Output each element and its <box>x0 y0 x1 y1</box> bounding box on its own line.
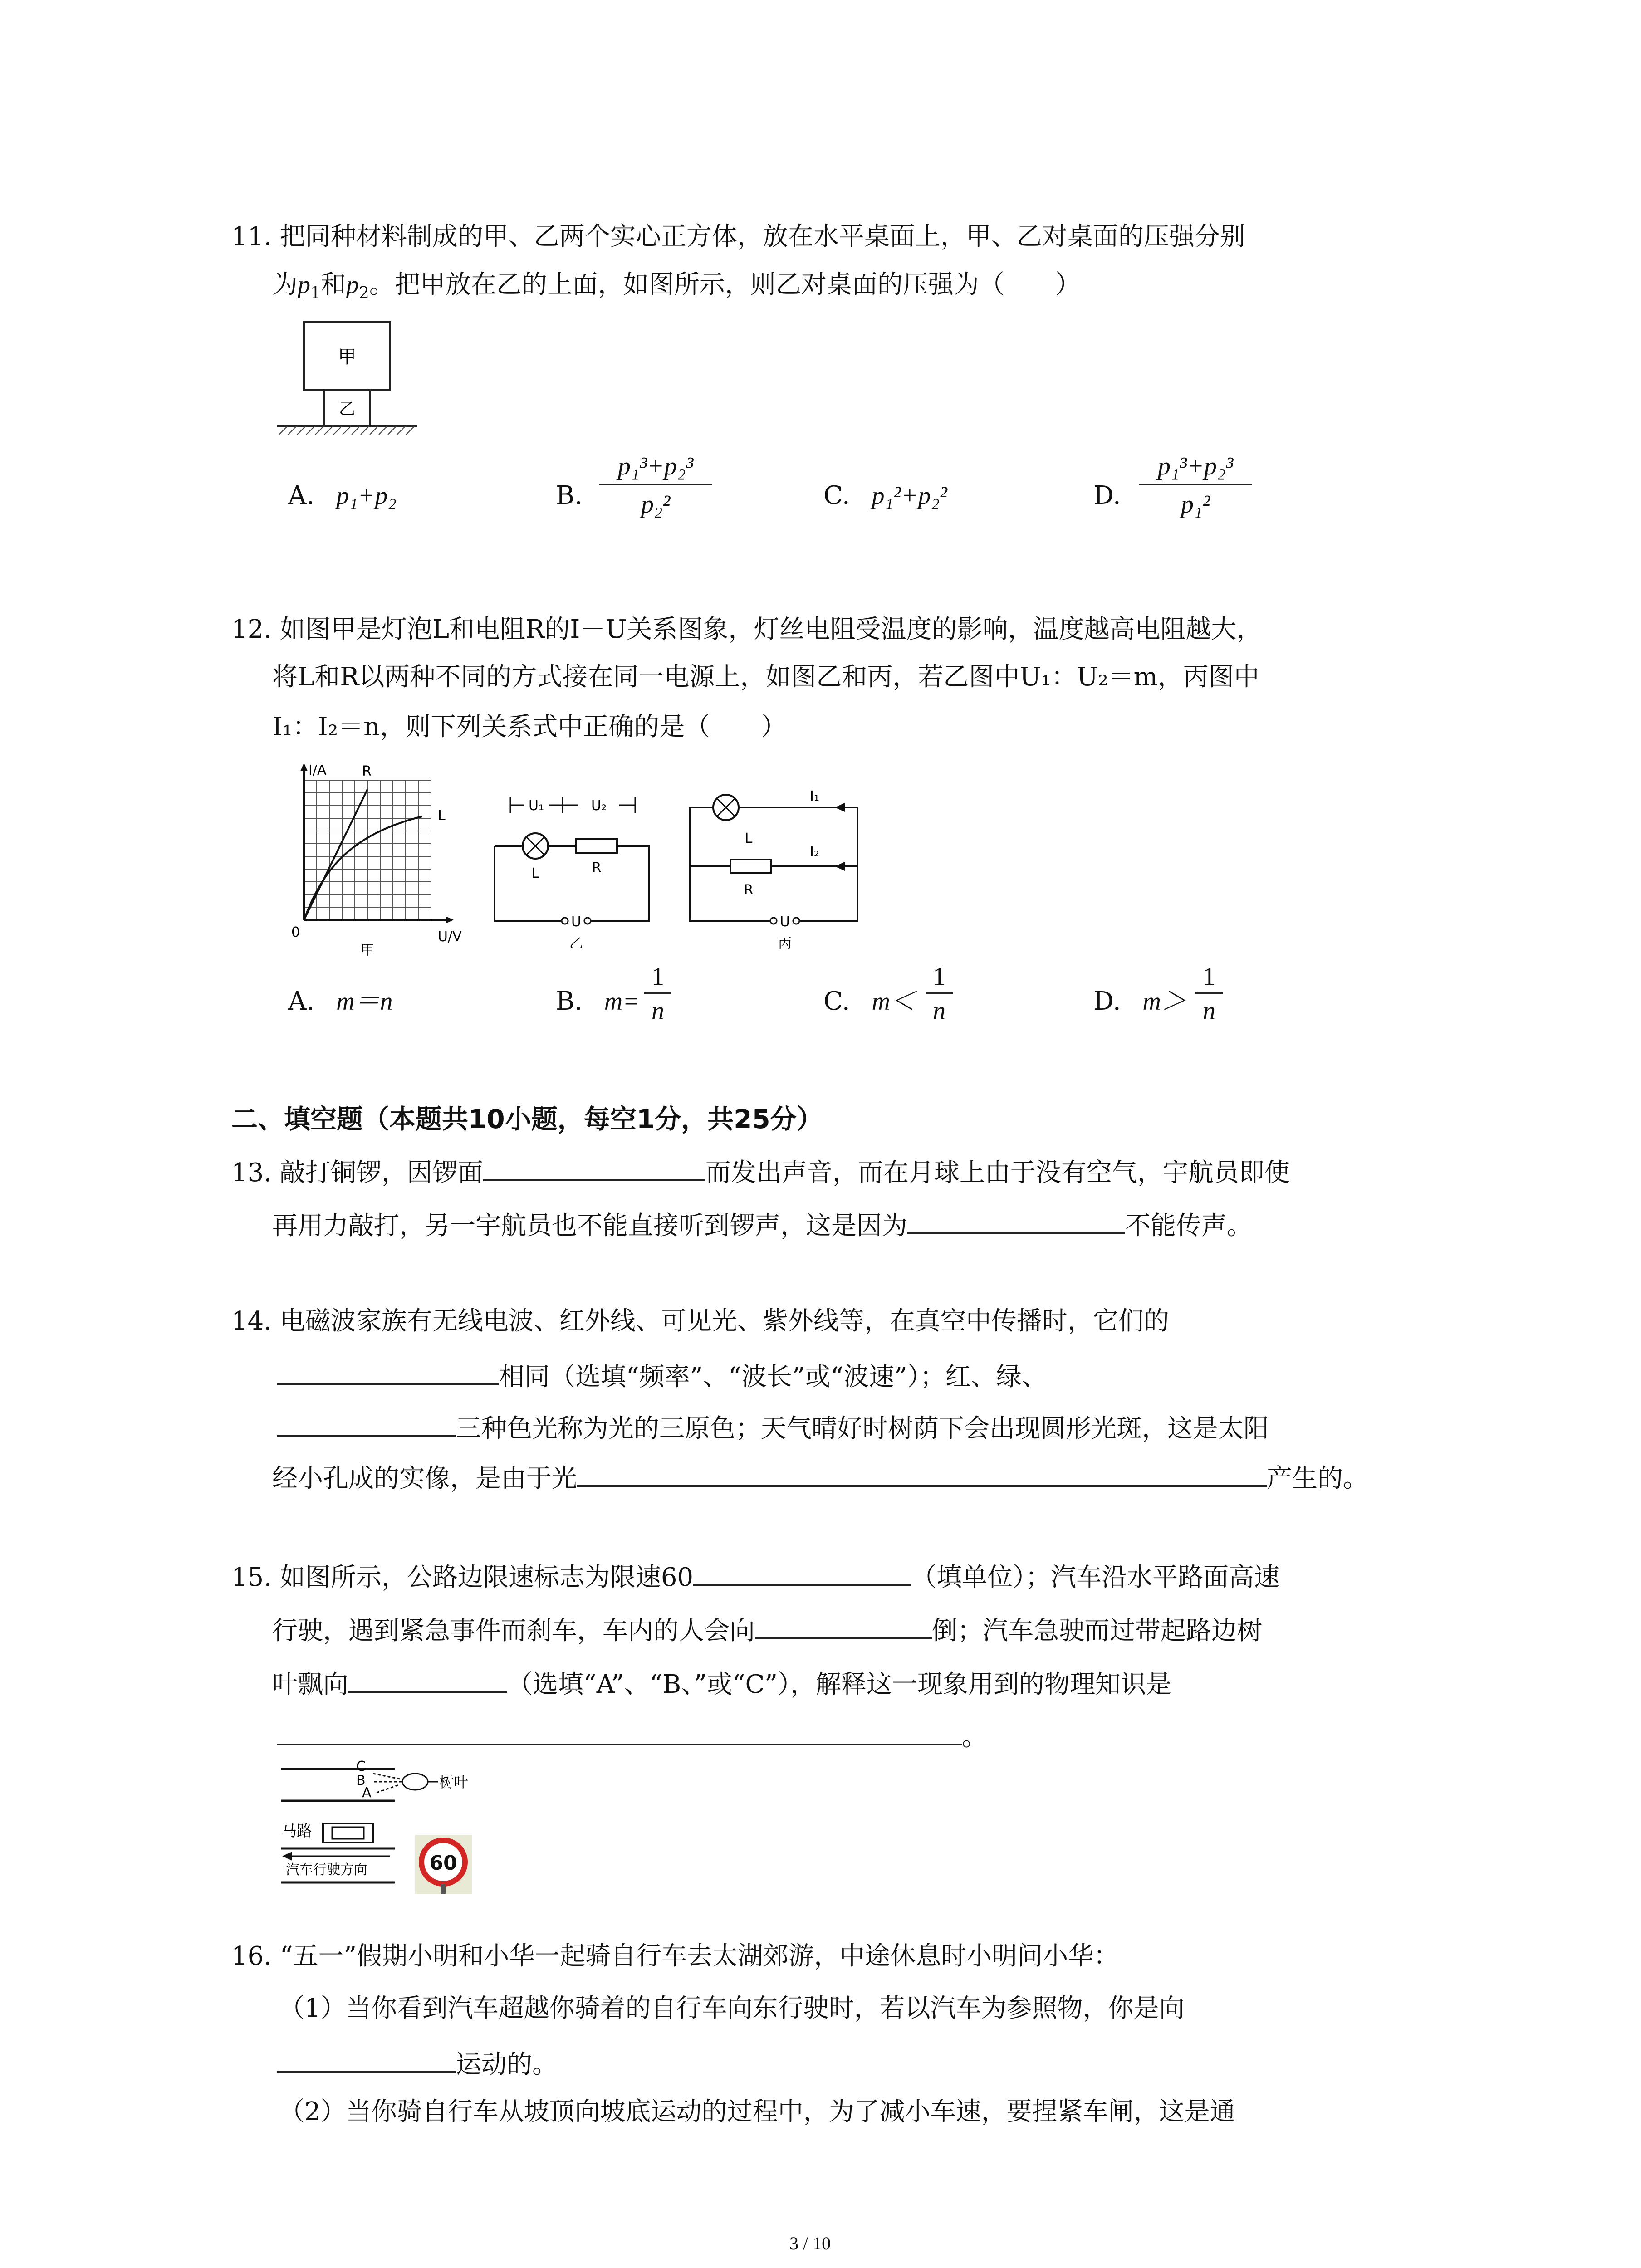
parallel-i1-label: I₁ <box>810 788 819 804</box>
q15-line4-post: 。 <box>962 1722 987 1752</box>
q16-line4: （2）当你骑自行车从坡顶向坡底运动的过程中，为了减小车速，要捏紧车闸，这是通 <box>279 2097 1235 2126</box>
graph-y-label: I/A <box>309 763 327 778</box>
graph-label-l: L <box>438 808 446 824</box>
q12-option-d-label: D. <box>1093 987 1121 1016</box>
q11-option-d-denominator: p₁² <box>1139 484 1252 517</box>
q12-option-b-num: 1 <box>652 963 664 991</box>
q11-option-c-label: C. <box>823 481 850 510</box>
q15-line2-pre: 行驶，遇到紧急事件而刹车，车内的人会向 <box>272 1616 755 1646</box>
q16-line3 <box>277 2048 558 2077</box>
block-yi-label: 乙 <box>338 400 356 418</box>
q13-blank-2[interactable] <box>907 1209 1125 1234</box>
q11-option-d-numerator: p₁³+p₂³ <box>1157 452 1234 480</box>
series-resistor-label: R <box>592 860 602 876</box>
table-hatch <box>279 426 414 435</box>
q14-line4-post: 产生的。 <box>1267 1464 1368 1493</box>
q15-line1 <box>231 1560 1279 1590</box>
q15-blank-3[interactable] <box>348 1667 507 1693</box>
graph-curve-l <box>304 816 422 920</box>
q12-option-d-den: n <box>1195 992 1223 1024</box>
graph-curve-r <box>304 789 367 920</box>
arrow-a <box>377 1784 400 1793</box>
q12-option-c-num: 1 <box>933 963 945 991</box>
graph-x-arrow <box>446 916 454 924</box>
q15-line3-post: （选填“A”、“B、”或“C”），解释这一现象用到的物理知识是 <box>507 1670 1171 1699</box>
q12-line2: 将L和R以两种不同的方式接在同一电源上，如图乙和丙，若乙图中U₁：U₂＝m，丙图中 <box>272 662 1259 692</box>
q14-line4 <box>272 1461 1368 1491</box>
q12-option-b-fraction <box>644 964 671 1024</box>
q12-option-c-label: C. <box>823 987 850 1016</box>
q12-option-a[interactable] <box>288 989 393 1014</box>
q12-option-d-fraction <box>1195 964 1223 1024</box>
q15-line3 <box>272 1667 1171 1697</box>
q11-sub2: 2 <box>358 284 369 303</box>
parallel-caption: 丙 <box>778 936 792 952</box>
q15-blank-1[interactable] <box>693 1560 911 1586</box>
car-icon <box>323 1823 373 1843</box>
q11-p1: p <box>298 271 310 299</box>
series-source-label: U <box>571 914 581 930</box>
series-terminal-right <box>584 918 591 924</box>
q11-and: 和 <box>320 270 346 299</box>
parallel-resistor <box>730 860 771 873</box>
q12-option-d[interactable] <box>1093 989 1186 1014</box>
q13-line1 <box>231 1156 1290 1186</box>
series-wires <box>495 846 649 921</box>
block-jia-label: 甲 <box>338 347 356 367</box>
q12-series-circuit <box>490 780 662 962</box>
q14-blank-1[interactable] <box>277 1360 499 1385</box>
q14-blank-2[interactable] <box>277 1412 456 1437</box>
q14-blank-3[interactable] <box>577 1461 1267 1487</box>
parallel-arrow-i2 <box>835 862 845 871</box>
graph-x-label: U/V <box>438 929 462 945</box>
q12-option-c-fraction <box>926 964 953 1024</box>
q15-line2-post: 倒；汽车急驶而过带起路边树 <box>932 1616 1262 1646</box>
series-u2-label: U₂ <box>591 798 607 814</box>
q16-line1: 16. “五一”假期小明和小华一起骑自行车去太湖郊游，中途休息时小明问小华： <box>231 1941 1119 1971</box>
q11-option-d-label[interactable]: D. <box>1093 481 1121 510</box>
q15-line1-pre: 15. 如图所示，公路边限速标志为限速60 <box>231 1563 694 1592</box>
direction-label: 汽车行驶方向 <box>286 1862 367 1878</box>
direction-c-label: C <box>356 1759 366 1774</box>
q11-p2: p <box>346 271 359 299</box>
graph-label-r: R <box>362 763 372 779</box>
q12-option-c[interactable] <box>823 989 916 1014</box>
speed-limit-value: 60 <box>429 1852 457 1875</box>
q16-blank-1[interactable] <box>277 2048 456 2073</box>
graph-origin: 0 <box>291 924 300 940</box>
q13-line1-pre: 13. 敲打铜锣，因锣面 <box>231 1158 483 1188</box>
q11-line2-post: 。把甲放在乙的上面，如图所示，则乙对桌面的压强为（ ） <box>369 270 1081 299</box>
q15-line3-pre: 叶飘向 <box>272 1670 348 1699</box>
graph-y-arrow <box>300 763 308 771</box>
leaf-icon <box>402 1774 428 1790</box>
q11-option-d-fraction[interactable] <box>1139 454 1252 517</box>
q11-option-a-label: A. <box>288 481 315 510</box>
q11-line2-pre: 为 <box>272 270 298 299</box>
q11-blocks-figure <box>272 318 422 445</box>
q15-line1-post: （填单位）；汽车沿水平路面高速 <box>911 1563 1280 1592</box>
direction-a-label: A <box>362 1785 372 1801</box>
q16-line2: （1）当你看到汽车超越你骑着的自行车向东行驶时，若以汽车为参照物，你是向 <box>279 1994 1185 2023</box>
q11-line1: 11. 把同种材料制成的甲、乙两个实心正方体，放在水平桌面上，甲、乙对桌面的压强分别 <box>231 222 1245 251</box>
q11-line2 <box>272 270 1081 303</box>
road-label: 马路 <box>281 1822 312 1840</box>
q14-line3 <box>277 1412 1269 1442</box>
q12-option-b-pre: m= <box>604 987 640 1016</box>
leaf-label: 树叶 <box>439 1774 469 1791</box>
q14-line2 <box>277 1360 1047 1390</box>
q14-line2-post: 相同（选填“频率”、“波长”或“波速”）；红、绿、 <box>499 1362 1047 1392</box>
q15-blank-4[interactable] <box>277 1720 962 1745</box>
q11-option-b-numerator: p₁³+p₂³ <box>617 452 694 480</box>
parallel-resistor-label: R <box>744 882 754 898</box>
parallel-terminal-right <box>793 918 799 924</box>
q11-sub1: 1 <box>310 284 321 303</box>
q12-option-c-den: n <box>926 992 953 1024</box>
q15-line4 <box>277 1720 987 1750</box>
q15-blank-2[interactable] <box>755 1614 932 1639</box>
q13-blank-1[interactable] <box>483 1156 705 1181</box>
q13-line1-post: 而发出声音，而在月球上由于没有空气，宇航员即使 <box>705 1158 1290 1188</box>
q15-line2 <box>272 1614 1262 1644</box>
q11-option-a[interactable] <box>288 483 397 508</box>
q12-option-a-text: m＝n <box>336 987 393 1016</box>
q11-option-b-label[interactable]: B. <box>556 481 583 510</box>
series-u1-label: U₁ <box>529 798 544 814</box>
q12-option-c-pre: m＜ <box>872 987 916 1016</box>
q13-line2 <box>272 1209 1252 1239</box>
q11-option-b-denominator: p₂² <box>599 484 712 517</box>
q15-road-figure <box>272 1755 490 1905</box>
page-number: 3 / 10 <box>789 2233 831 2253</box>
q11-option-c-text: p₁²+p₂² <box>872 482 947 510</box>
graph-caption: 甲 <box>361 943 374 958</box>
parallel-wires <box>690 807 857 921</box>
q12-option-d-pre: m＞ <box>1142 987 1186 1016</box>
parallel-lamp-label: L <box>745 831 753 846</box>
series-terminal-left <box>562 918 568 924</box>
series-resistor <box>576 839 617 853</box>
q13-line2-post: 不能传声。 <box>1125 1211 1252 1241</box>
q16-line3-post: 运动的。 <box>456 2050 558 2079</box>
q12-iu-graph <box>281 762 472 962</box>
section-fill-in-title: 二、填空题（本题共10小题，每空1分，共25分） <box>231 1104 823 1134</box>
direction-arrow <box>282 1852 292 1861</box>
q14-line4-pre: 经小孔成的实像，是由于光 <box>272 1464 577 1493</box>
q13-line2-pre: 再用力敲打，另一宇航员也不能直接听到锣声，这是因为 <box>272 1211 907 1241</box>
q12-parallel-circuit <box>681 780 871 962</box>
sign-post <box>441 1884 446 1894</box>
direction-b-label: B <box>356 1773 366 1789</box>
q12-option-b[interactable] <box>556 989 640 1014</box>
parallel-source-label: U <box>780 914 790 930</box>
q12-option-b-den: n <box>644 992 671 1024</box>
q11-option-c[interactable] <box>823 483 947 508</box>
q12-option-a-label: A. <box>288 987 315 1016</box>
q14-line1: 14. 电磁波家族有无线电波、红外线、可见光、紫外线等，在真空中传播时，它们的 <box>231 1306 1169 1336</box>
parallel-arrow-i1 <box>835 803 845 812</box>
graph-grid <box>304 780 431 920</box>
arrow-c <box>373 1774 400 1779</box>
series-caption: 乙 <box>569 936 583 952</box>
q11-option-a-text: p₁+p₂ <box>336 482 397 510</box>
parallel-terminal-left <box>770 918 777 924</box>
q12-option-d-num: 1 <box>1203 963 1215 991</box>
q12-option-b-label: B. <box>556 987 583 1016</box>
series-lamp-label: L <box>531 865 539 881</box>
q14-line3-post: 三种色光称为光的三原色；天气晴好时树荫下会出现圆形光斑，这是太阳 <box>456 1414 1269 1443</box>
q12-line1: 12. 如图甲是灯泡L和电阻R的I－U关系图象，灯丝电阻受温度的影响，温度越高电阻越大， <box>231 615 1262 644</box>
q12-line3: I₁：I₂＝n，则下列关系式中正确的是（ ） <box>272 712 787 742</box>
q11-option-b-fraction[interactable] <box>599 454 712 517</box>
parallel-i2-label: I₂ <box>810 844 819 860</box>
